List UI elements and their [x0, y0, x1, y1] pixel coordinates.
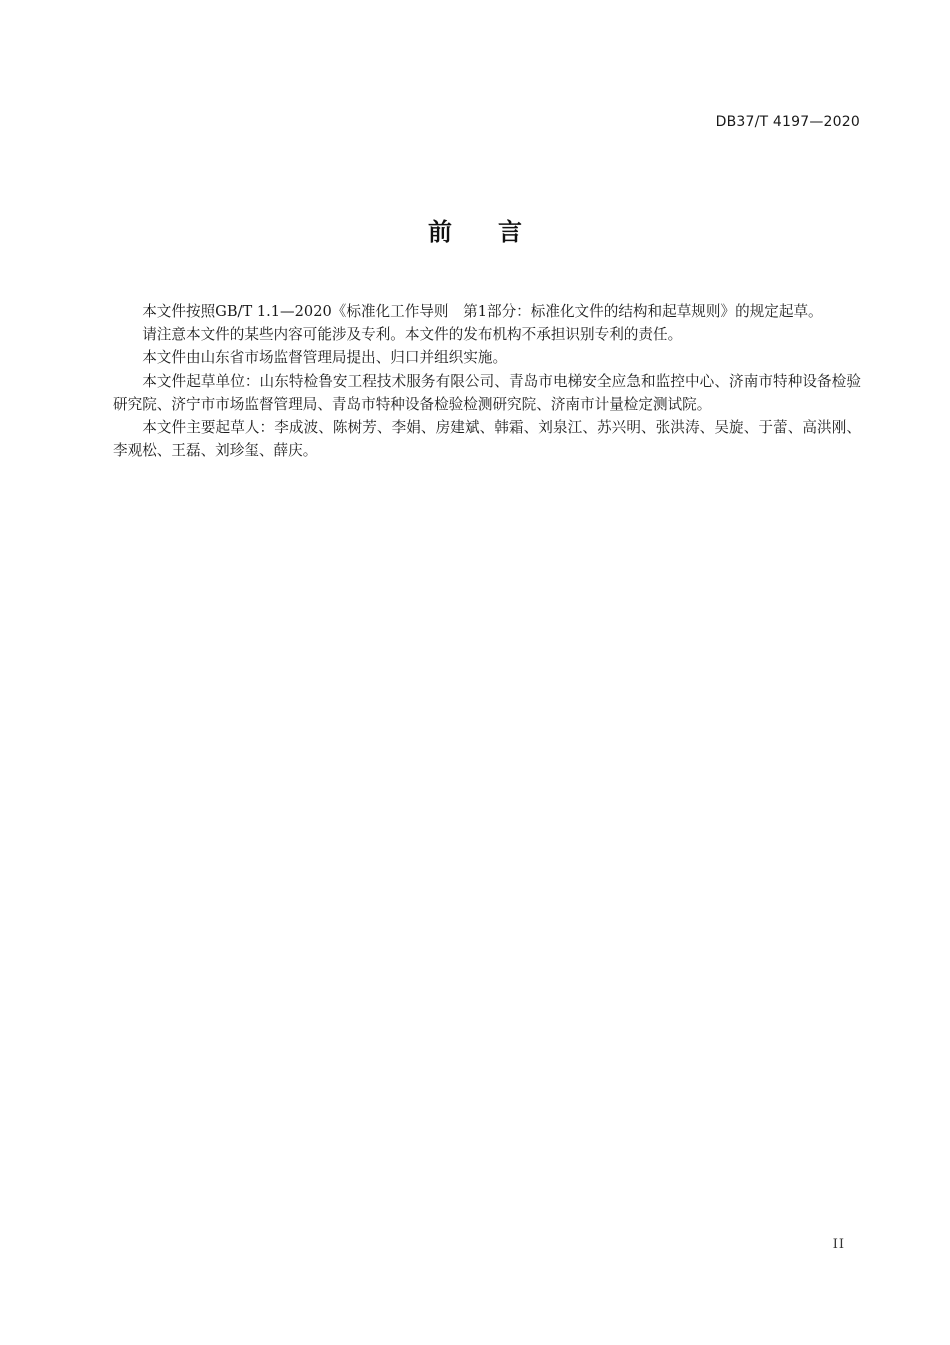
paragraph-drafting-units: 本文件起草单位：山东特检鲁安工程技术服务有限公司、青岛市电梯安全应急和监控中心、济南市特种设备检验研究院、济宁市市场监督管理局、青岛市特种设备检验检测研究院、济南市计量检定测试院。 [113, 372, 861, 413]
foreword-body [113, 300, 861, 462]
document-code: DB37/T 4197—2020 [715, 114, 860, 130]
paragraph-drafting-rules: 本文件按照GB/T 1.1—2020《标准化工作导则 第1部分：标准化文件的结构和起草规则》的规定起草。 [142, 303, 823, 320]
paragraph-proposer: 本文件由山东省市场监督管理局提出、归口并组织实施。 [142, 349, 508, 367]
page-number: II [832, 1237, 845, 1252]
paragraph-drafters: 本文件主要起草人：李成波、陈树芳、李娟、房建斌、韩霜、刘泉江、苏兴明、张洪涛、吴旋、于蕾、高洪刚、李观松、王磊、刘珍玺、薛庆。 [113, 419, 861, 460]
paragraph-patent-notice: 请注意本文件的某些内容可能涉及专利。本文件的发布机构不承担识别专利的责任。 [142, 326, 683, 344]
page-title: 前言 [428, 218, 568, 246]
